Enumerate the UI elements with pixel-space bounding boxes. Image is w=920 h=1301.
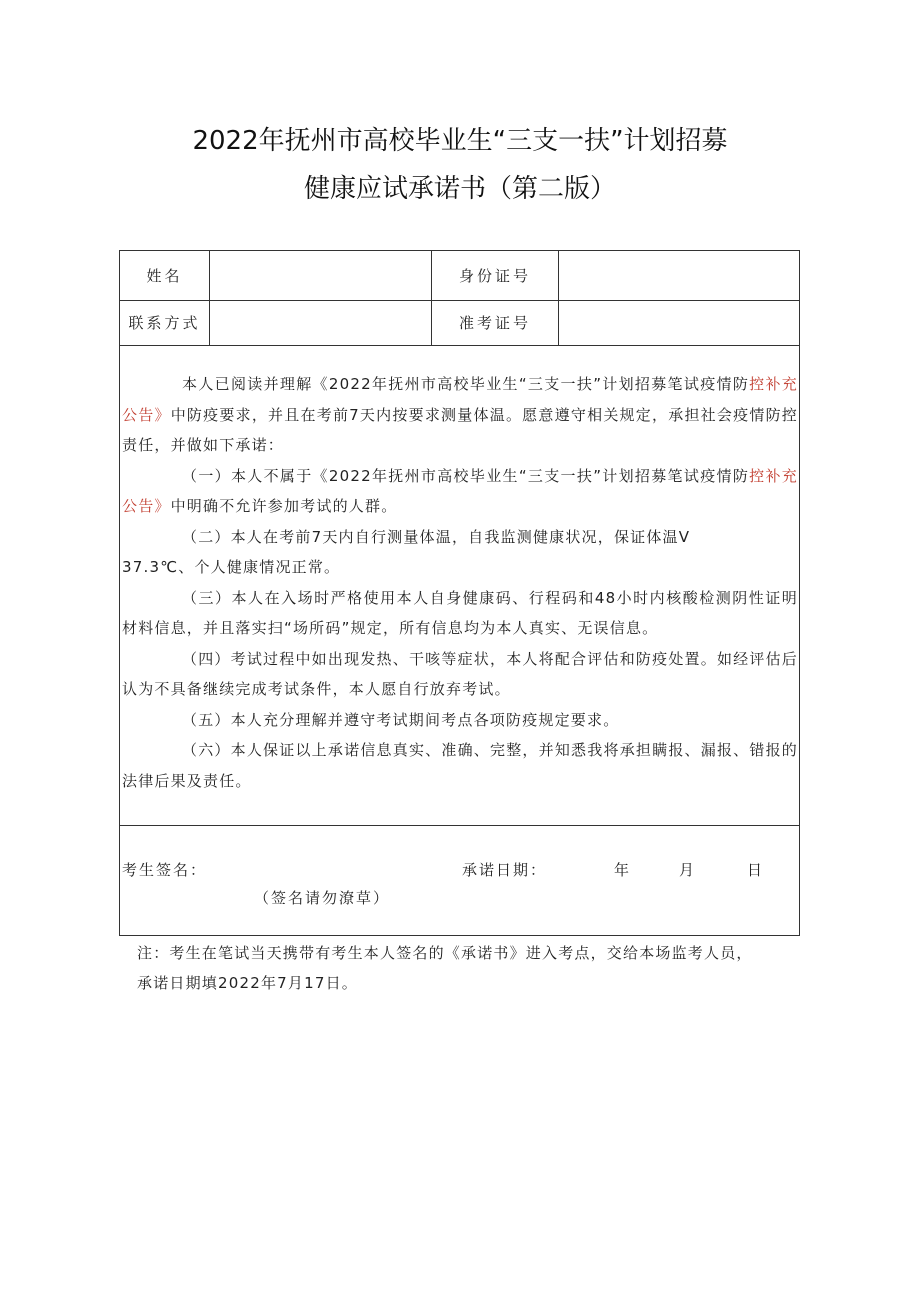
- id-number-label: 身份证号: [458, 267, 531, 285]
- signature-label: 考生签名：: [122, 861, 208, 879]
- commitment-intro: 本人已阅读并理解《2022年抚州市高校毕业生“三支一扶”计划招募笔试疫情防控补充公告》中防疫要求，并且在考前7天内按要求测量体温。愿意遵守相关规定，承担社会疫情防控责任，并做如下承诺：: [122, 375, 798, 454]
- ticket-number-label: 准考证号: [458, 314, 531, 332]
- date-day-label: 日: [747, 861, 765, 879]
- id-number-field[interactable]: [559, 252, 799, 300]
- commitment-item-4: （四）考试过程中如出现发热、干咳等症状，本人将配合评估和防疫处置。如经评估后认为不具备继续完成考试条件，本人愿自行放弃考试。: [122, 649, 798, 698]
- commitment-text: [122, 369, 798, 796]
- signature-hint: （签名请勿潦草）: [254, 889, 391, 907]
- date-year-label: 年: [614, 861, 632, 879]
- commitment-item-2-cont: 37.3℃、个人健康情况正常。: [122, 558, 341, 576]
- name-field[interactable]: [210, 252, 431, 300]
- contact-field[interactable]: [210, 301, 431, 349]
- announcement-link: 控补充公告》: [122, 466, 798, 515]
- commitment-item-6: （六）本人保证以上承诺信息真实、准确、完整，并知悉我将承担瞒报、漏报、错报的法律后果及责任。: [122, 741, 798, 790]
- date-month-label: 月: [679, 861, 697, 879]
- signature-field[interactable]: [220, 849, 440, 885]
- footnote: [137, 938, 807, 998]
- contact-label: 联系方式: [128, 314, 201, 332]
- commitment-item-2: （二）本人在考前7天内自行测量体温，自我监测健康状况，保证体温V: [182, 527, 691, 546]
- announcement-link: 控补充公告》: [122, 375, 798, 424]
- commitment-item-3: （三）本人在入场时严格使用本人自身健康码、行程码和48小时内核酸检测阴性证明材料信息，并且落实扫“场所码”规定，所有信息均为本人真实、无误信息。: [122, 588, 798, 637]
- date-label: 承诺日期：: [462, 861, 548, 879]
- ticket-number-field[interactable]: [559, 301, 799, 349]
- footnote-line2: 承诺日期填2022年7月17日。: [137, 974, 359, 992]
- commitment-item-5: （五）本人充分理解并遵守考试期间考点各项防疫规定要求。: [182, 710, 620, 729]
- commitment-form: [119, 250, 800, 936]
- footnote-line1: 注：考生在笔试当天携带有考生本人签名的《承诺书》进入考点，交给本场监考人员，: [137, 944, 753, 962]
- row-divider: [120, 825, 799, 826]
- document-title-line1: 2022年抚州市高校毕业生“三支一扶”计划招募: [192, 126, 728, 156]
- commitment-item-1: （一）本人不属于《2022年抚州市高校毕业生“三支一扶”计划招募笔试疫情防控补充公告》中明确不允许参加考试的人群。: [122, 466, 798, 515]
- name-label: 姓名: [146, 267, 183, 285]
- document-title-line2: 健康应试承诺书（第二版）: [303, 174, 616, 204]
